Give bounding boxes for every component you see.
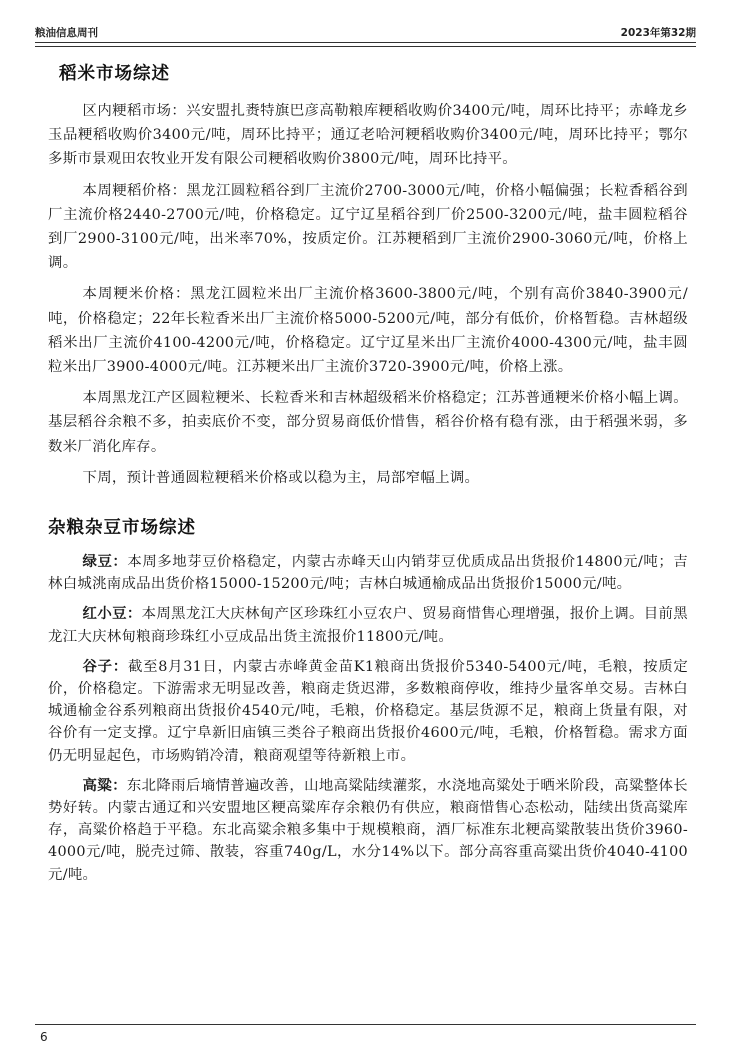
issue-number: 2023年第32期 (620, 27, 696, 39)
grain-label: 谷子： (82, 658, 128, 675)
rice-paragraph: 本周粳稻价格：黑龙江圆粒稻谷到厂主流价2700-3000元/吨，价格小幅偏强；长粒香稻谷到厂主流价格2440-2700元/吨，价格稳定。辽宁辽星稻谷到厂价2500-3200元/吨，盐丰圆粒稻谷到厂2900-3100元/吨，出米率70%，按质定价。江苏粳稻到厂主流价2900-3060元/吨，价格上调。 (48, 182, 688, 272)
grain-item-red-bean (48, 603, 688, 647)
rice-paragraph: 本周黑龙江产区圆粒粳米、长粒香米和吉林超级稻米价格稳定；江苏普通粳米价格小幅上调。基层稻谷余粮不多，拍卖底价不变，部分贸易商低价惜售，稻谷价格有稳有涨，由于稻强米弱，多数米厂消化库存。 (48, 390, 688, 455)
grain-text: 截至8月31日，内蒙古赤峰黄金苗K1粮商出货报价5340-5400元/吨，毛粮，按质定价，价格稳定。下游需求无明显改善，粮商走货迟滞，多数粮商停收，维持少量客单交易。吉林白城通榆金谷系列粮商出货报价4540元/吨，毛粮，价格稳定。基层货源不足，粮商上货量有限，对谷价有一定支撑。辽宁阜新旧庙镇三类谷子粮商出货报价4600元/吨，毛粮，价格暂稳。需求方面仍无明显起色，市场购销冷清，粮商观望等待新粮上市。 (48, 658, 689, 764)
rice-paragraph: 下周，预计普通圆粒粳稻米价格或以稳为主，局部窄幅上调。 (82, 469, 480, 486)
rice-section-title: 稻米市场综述 (59, 64, 170, 84)
page-header (35, 16, 696, 43)
publication-name: 粮油信息周刊 (35, 27, 98, 39)
grain-item-mung-bean (48, 551, 688, 595)
footer-rule (35, 1024, 696, 1025)
grains-section-title: 杂粮杂豆市场综述 (48, 518, 196, 539)
page-number: 6 (40, 1030, 48, 1044)
grain-text: 本周多地芽豆价格稳定，内蒙古赤峰天山内销芽豆优质成品出货报价14800元/吨；吉林白城洮南成品出货价格15000-15200元/吨；吉林白城通榆成品出货报价15000元/吨。 (48, 554, 688, 593)
grain-label: 高粱： (82, 777, 127, 794)
grain-label: 红小豆： (82, 606, 142, 623)
page-content (48, 60, 688, 894)
grain-item-sorghum (48, 775, 688, 886)
rice-paragraph: 区内粳稻市场：兴安盟扎赉特旗巴彦高勒粮库粳稻收购价3400元/吨，周环比持平；赤峰龙乡玉品粳稻收购价3400元/吨，周环比持平；通辽老哈河粳稻收购价3400元/吨，周环比持平；鄂尔多斯市景观田农牧业开发有限公司粳稻收购价3800元/吨，周环比持平。 (48, 103, 688, 168)
rice-paragraph: 本周粳米价格：黑龙江圆粒米出厂主流价格3600-3800元/吨，个别有高价3840-3900元/吨，价格稳定；22年长粒香米出厂主流价格5000-5200元/吨，部分有低价，价格暂稳。吉林超级稻米出厂主流价4100-4200元/吨，价格稳定。辽宁辽星米出厂主流价4000-4300元/吨，盐丰圆粒米出厂3900-4000元/吨。江苏粳米出厂主流价3720-3900元/吨，价格上涨。 (48, 286, 688, 376)
grain-label: 绿豆： (82, 554, 128, 571)
grains-section (48, 514, 688, 886)
grain-item-millet (48, 656, 688, 767)
grain-text: 本周黑龙江大庆林甸产区珍珠红小豆农户、贸易商惜售心理增强，报价上调。目前黑龙江大庆林甸粮商珍珠红小豆成品出货主流报价11800元/吨。 (48, 606, 688, 645)
grain-text: 东北降雨后墒情普遍改善，山地高粱陆续灌浆，水浇地高粱处于晒米阶段，高粱整体长势好转。内蒙古通辽和兴安盟地区粳高粱库存余粮仍有供应，粮商惜售心态松动，陆续出货高粱库存，高粱价格趋于平稳。东北高粱余粮多集中于规模粮商，酒厂标准东北粳高粱散装出货价3960-4000元/吨，脱壳过筛、散装，容重740g/L，水分14%以下。部分高容重高粱出货价4040-4100元/吨。 (48, 777, 688, 883)
